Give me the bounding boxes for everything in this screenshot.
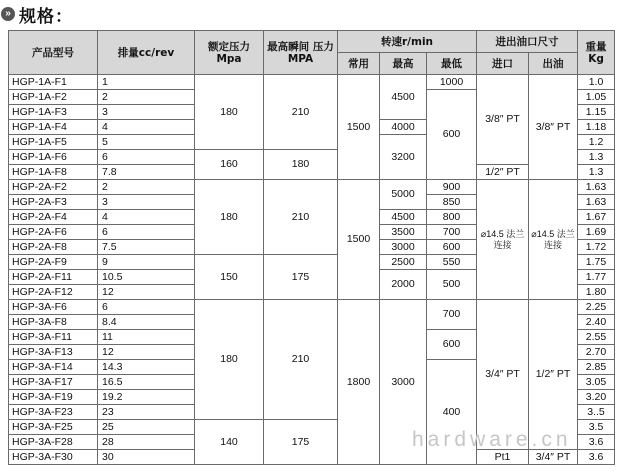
- speed-min-cell: 600: [427, 90, 477, 180]
- weight-cell: 1.69: [578, 225, 615, 240]
- header-speed-min: 最低: [427, 53, 477, 75]
- speed-max-cell: 3000: [380, 300, 427, 465]
- rated-pressure-cell: 160: [195, 150, 264, 180]
- weight-cell: 2.70: [578, 345, 615, 360]
- speed-max-cell: 2000: [380, 270, 427, 300]
- displacement-cell: 10.5: [98, 270, 195, 285]
- model-cell: HGP-3A-F30: [9, 450, 98, 465]
- rated-pressure-cell: 150: [195, 255, 264, 300]
- displacement-cell: 12: [98, 345, 195, 360]
- displacement-cell: 23: [98, 405, 195, 420]
- weight-cell: 2.55: [578, 330, 615, 345]
- port-in-cell: 1/2″ PT: [477, 165, 529, 180]
- displacement-cell: 1: [98, 75, 195, 90]
- speed-min-cell: 600: [427, 240, 477, 255]
- header-port-out: 出油: [529, 53, 578, 75]
- header-speed: 转速r/min: [338, 31, 477, 53]
- peak-pressure-cell: 210: [264, 75, 338, 150]
- speed-max-cell: 4500: [380, 75, 427, 120]
- model-cell: HGP-2A-F2: [9, 180, 98, 195]
- model-cell: HGP-1A-F1: [9, 75, 98, 90]
- speed-min-cell: 700: [427, 225, 477, 240]
- speed-max-cell: 3500: [380, 225, 427, 240]
- model-cell: HGP-1A-F8: [9, 165, 98, 180]
- watermark-text: hardware.cn: [412, 428, 572, 451]
- peak-pressure-cell: 210: [264, 300, 338, 420]
- port-out-cell: 1/2″ PT: [529, 300, 578, 450]
- displacement-cell: 4: [98, 120, 195, 135]
- displacement-cell: 28: [98, 435, 195, 450]
- speed-max-cell: 5000: [380, 180, 427, 210]
- section-title-text: 规格：: [19, 6, 73, 27]
- weight-cell: 1.3: [578, 165, 615, 180]
- model-cell: HGP-3A-F8: [9, 315, 98, 330]
- weight-cell: 3..5: [578, 405, 615, 420]
- model-cell: HGP-3A-F23: [9, 405, 98, 420]
- header-model: 产品型号: [9, 31, 98, 75]
- speed-min-cell: 800: [427, 210, 477, 225]
- weight-cell: 1.0: [578, 75, 615, 90]
- model-cell: HGP-2A-F3: [9, 195, 98, 210]
- speed-normal-cell: 1800: [338, 300, 380, 465]
- model-cell: HGP-2A-F8: [9, 240, 98, 255]
- displacement-cell: 30: [98, 450, 195, 465]
- displacement-cell: 8.4: [98, 315, 195, 330]
- displacement-cell: 7.5: [98, 240, 195, 255]
- weight-cell: 2.40: [578, 315, 615, 330]
- rated-pressure-cell: 140: [195, 420, 264, 465]
- speed-min-cell: 550: [427, 255, 477, 270]
- header-port-in: 进口: [477, 53, 529, 75]
- weight-cell: 1.05: [578, 90, 615, 105]
- port-in-cell: Pt1: [477, 450, 529, 465]
- displacement-cell: 3: [98, 105, 195, 120]
- displacement-cell: 6: [98, 225, 195, 240]
- displacement-cell: 6: [98, 150, 195, 165]
- chevron-right-icon: »: [1, 7, 15, 21]
- model-cell: HGP-2A-F6: [9, 225, 98, 240]
- model-cell: HGP-2A-F4: [9, 210, 98, 225]
- weight-cell: 1.72: [578, 240, 615, 255]
- weight-cell: 1.15: [578, 105, 615, 120]
- speed-max-cell: 4500: [380, 210, 427, 225]
- model-cell: HGP-3A-F28: [9, 435, 98, 450]
- model-cell: HGP-1A-F5: [9, 135, 98, 150]
- speed-min-cell: 700: [427, 300, 477, 330]
- port-in-cell: ⌀14.5 法兰连接: [477, 180, 529, 300]
- weight-cell: 3.6: [578, 435, 615, 450]
- model-cell: HGP-1A-F2: [9, 90, 98, 105]
- weight-cell: 1.80: [578, 285, 615, 300]
- model-cell: HGP-3A-F25: [9, 420, 98, 435]
- header-peak-pressure: 最高瞬间 压力MPA: [264, 31, 338, 75]
- weight-cell: 1.75: [578, 255, 615, 270]
- speed-max-cell: 3000: [380, 240, 427, 255]
- speed-min-cell: 1000: [427, 75, 477, 90]
- header-displacement: 排量cc/rev: [98, 31, 195, 75]
- speed-max-cell: 3200: [380, 135, 427, 180]
- displacement-cell: 2: [98, 180, 195, 195]
- peak-pressure-cell: 175: [264, 255, 338, 300]
- weight-cell: 1.18: [578, 120, 615, 135]
- displacement-cell: 25: [98, 420, 195, 435]
- model-cell: HGP-2A-F9: [9, 255, 98, 270]
- rated-pressure-cell: 180: [195, 180, 264, 255]
- model-cell: HGP-3A-F19: [9, 390, 98, 405]
- peak-pressure-cell: 175: [264, 420, 338, 465]
- displacement-cell: 16.5: [98, 375, 195, 390]
- speed-normal-cell: 1500: [338, 180, 380, 300]
- displacement-cell: 19.2: [98, 390, 195, 405]
- speed-max-cell: 4000: [380, 120, 427, 135]
- port-out-cell: 3/8″ PT: [529, 75, 578, 180]
- header-speed-normal: 常用: [338, 53, 380, 75]
- weight-cell: 3.05: [578, 375, 615, 390]
- model-cell: HGP-2A-F12: [9, 285, 98, 300]
- displacement-cell: 6: [98, 300, 195, 315]
- header-rated-pressure: 额定压力 Mpa: [195, 31, 264, 75]
- header-speed-max: 最高: [380, 53, 427, 75]
- table-row: [9, 180, 615, 195]
- speed-min-cell: 400: [427, 360, 477, 465]
- peak-pressure-cell: 180: [264, 150, 338, 180]
- speed-max-cell: 2500: [380, 255, 427, 270]
- port-out-cell: ⌀14.5 法兰连接: [529, 180, 578, 300]
- weight-cell: 3.5: [578, 420, 615, 435]
- peak-pressure-cell: 210: [264, 180, 338, 255]
- displacement-cell: 14.3: [98, 360, 195, 375]
- speed-normal-cell: 1500: [338, 75, 380, 180]
- port-in-cell: 3/8″ PT: [477, 75, 529, 165]
- port-out-cell: 3/4″ PT: [529, 450, 578, 465]
- header-weight: 重量 Kg: [578, 31, 615, 75]
- displacement-cell: 9: [98, 255, 195, 270]
- model-cell: HGP-3A-F14: [9, 360, 98, 375]
- speed-min-cell: 600: [427, 330, 477, 360]
- displacement-cell: 3: [98, 195, 195, 210]
- weight-cell: 3.6: [578, 450, 615, 465]
- model-cell: HGP-1A-F6: [9, 150, 98, 165]
- rated-pressure-cell: 180: [195, 300, 264, 420]
- speed-min-cell: 900: [427, 180, 477, 195]
- table-row: [9, 300, 615, 315]
- model-cell: HGP-3A-F13: [9, 345, 98, 360]
- model-cell: HGP-3A-F11: [9, 330, 98, 345]
- weight-cell: 1.3: [578, 150, 615, 165]
- model-cell: HGP-1A-F4: [9, 120, 98, 135]
- header-port-size: 进出油口尺寸: [477, 31, 578, 53]
- model-cell: HGP-3A-F6: [9, 300, 98, 315]
- displacement-cell: 12: [98, 285, 195, 300]
- weight-cell: 2.25: [578, 300, 615, 315]
- weight-cell: 1.63: [578, 195, 615, 210]
- weight-cell: 1.67: [578, 210, 615, 225]
- model-cell: HGP-3A-F17: [9, 375, 98, 390]
- displacement-cell: 7.8: [98, 165, 195, 180]
- weight-cell: 1.77: [578, 270, 615, 285]
- weight-cell: 2.85: [578, 360, 615, 375]
- model-cell: HGP-1A-F3: [9, 105, 98, 120]
- displacement-cell: 4: [98, 210, 195, 225]
- port-in-cell: 3/4″ PT: [477, 300, 529, 450]
- displacement-cell: 11: [98, 330, 195, 345]
- weight-cell: 1.63: [578, 180, 615, 195]
- displacement-cell: 5: [98, 135, 195, 150]
- speed-min-cell: 850: [427, 195, 477, 210]
- model-cell: HGP-2A-F11: [9, 270, 98, 285]
- weight-cell: 3.20: [578, 390, 615, 405]
- displacement-cell: 2: [98, 90, 195, 105]
- section-title: [0, 2, 73, 26]
- spec-table: [8, 30, 615, 465]
- weight-cell: 1.2: [578, 135, 615, 150]
- speed-min-cell: 500: [427, 270, 477, 300]
- table-row: [9, 75, 615, 90]
- rated-pressure-cell: 180: [195, 75, 264, 150]
